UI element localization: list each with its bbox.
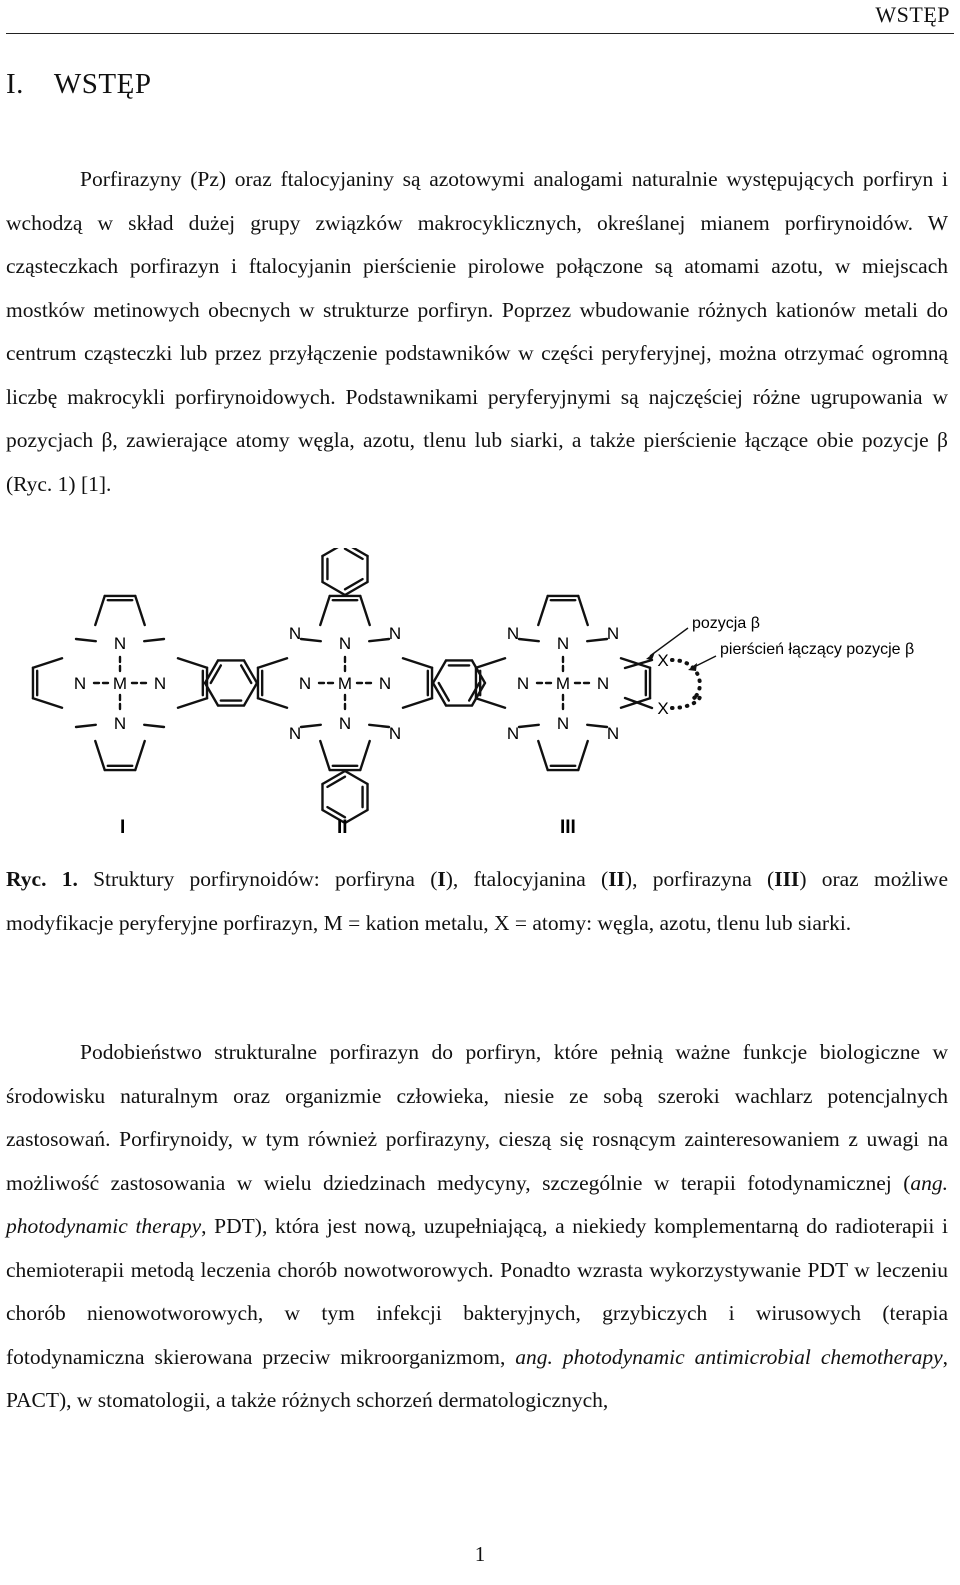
paragraph-2 <box>6 1031 948 1423</box>
bond <box>178 698 207 707</box>
bond <box>519 725 539 727</box>
atom-n: N <box>288 724 302 743</box>
header-rule <box>6 33 954 34</box>
paragraph-2-italic-1: ang. photodynamic therapy <box>6 1170 948 1238</box>
atom-n: N <box>556 714 570 733</box>
bond <box>360 741 369 770</box>
bond <box>587 725 607 727</box>
atom-n: N <box>378 674 392 693</box>
bond <box>301 725 321 727</box>
figure-1 <box>0 548 960 848</box>
atom-n: N <box>113 634 127 653</box>
bond <box>476 698 505 707</box>
chapter-title <box>6 68 151 101</box>
bond <box>360 596 369 625</box>
atom-n: N <box>556 634 570 653</box>
bond <box>538 596 547 625</box>
caption-bold-1: I <box>437 867 446 891</box>
bond <box>258 698 287 707</box>
bond <box>144 639 164 641</box>
atom-n: N <box>596 674 610 693</box>
bond <box>322 548 345 556</box>
atom-n: N <box>338 634 352 653</box>
chapter-title-text: WSTĘP <box>53 68 152 100</box>
bond <box>135 741 144 770</box>
bond <box>345 810 368 823</box>
label-porphyrin: I <box>120 817 126 838</box>
bond <box>320 596 329 625</box>
running-head: WSTĘP <box>875 2 950 27</box>
atom-n: N <box>338 714 352 733</box>
atom-n: N <box>298 674 312 693</box>
chapter-number: I. <box>6 68 24 100</box>
bond <box>322 582 345 595</box>
atom-n: N <box>606 724 620 743</box>
bond <box>578 741 587 770</box>
bond <box>33 698 62 707</box>
bond <box>472 660 485 683</box>
bond <box>33 658 62 667</box>
paragraph-2-italic-2: ang. photodynamic antimicrobial chemotherapy <box>515 1344 943 1369</box>
bond <box>76 725 96 727</box>
bond <box>95 596 104 625</box>
caption-bold-2: II <box>608 867 625 891</box>
page-number: 1 <box>474 1542 486 1566</box>
bond <box>76 639 96 641</box>
bond <box>369 725 389 727</box>
bond <box>587 639 607 641</box>
caption-text-2: ), ftalocyjanina ( <box>445 867 609 891</box>
figure-caption <box>6 858 948 945</box>
atom-n: N <box>606 624 620 643</box>
atom-n: N <box>388 624 402 643</box>
annotation-ring: pierścień łączący pozycje β <box>720 641 915 658</box>
bond <box>95 741 104 770</box>
bond <box>144 725 164 727</box>
annotation-position: pozycja β <box>692 615 760 632</box>
paragraph-1 <box>6 158 948 506</box>
caption-label: Ryc. 1. <box>6 867 78 891</box>
label-phthalocyanine: II <box>337 817 348 838</box>
paragraph-2-text-2: , PDT), która jest nową, uzupełniającą, a niekiedy komplementarną do radioterapii i chemioterapii metodą leczenia chorób nowotworowych. Ponadto wzrasta wykorzystywanie PDT w leczeniu chorób nienowotworowych, w tym infekcji bakteryjnych, grzybiczych i wirusowych (terapia fotodynamiczna skierowana przeciw mikroorganizmom, <box>6 1214 948 1369</box>
bond <box>178 658 207 667</box>
caption-text-4: ) oraz możliwe modyfikacje peryferyjne porfirazyn, M = kation metalu, X = atomy: węgla, azotu, tlenu lub siarki. <box>6 867 948 935</box>
caption-text-1: Struktury porfirynoidów: porfiryna ( <box>77 867 438 891</box>
bond <box>345 771 368 784</box>
bond <box>244 683 257 706</box>
paragraph-2-text-1: Podobieństwo strukturalne porfirazyn do porfiryn, które pełnią ważne funkcje biologiczne w środowisku naturalnym oraz organizmie człowieka, niesie ze sobą szeroki wachlarz potencjalnych zastosowań. Porfirynoidy, w tym również porfirazyny, cieszą się rosnącym zainteresowaniem z uwagi na możliwość zastosowania w wielu dziedzinach medycyny, szczególnie w terapii fotodynamicznej ( <box>6 1040 948 1195</box>
figure-structures <box>0 548 960 848</box>
atom-x: X <box>657 699 669 718</box>
atom-n: N <box>516 674 530 693</box>
atom-n: N <box>153 674 167 693</box>
paragraph-2-text-3: , PACT), w stomatologii, a także różnych schorzeń dermatologicznych, <box>6 1344 948 1412</box>
atom-m: M <box>555 674 571 693</box>
atom-n: N <box>506 724 520 743</box>
atom-m: M <box>112 674 128 693</box>
arrowhead-ring <box>688 663 697 671</box>
bond <box>538 741 547 770</box>
atom-n: N <box>506 624 520 643</box>
bond <box>433 660 446 683</box>
label-porphyrazine: III <box>560 817 576 838</box>
bond <box>476 658 505 667</box>
arrowhead-position <box>646 652 655 660</box>
atom-n: N <box>388 724 402 743</box>
bond <box>320 741 329 770</box>
atom-n: N <box>113 714 127 733</box>
atom-m: M <box>337 674 353 693</box>
caption-text-3: ), porfirazyna ( <box>624 867 775 891</box>
caption-bold-3: III <box>774 867 800 891</box>
bond <box>578 596 587 625</box>
paragraph-1-text: Porfirazyny (Pz) oraz ftalocyjaniny są azotowymi analogami naturalnie występujących porfiryn i wchodzą w skład dużej grupy związków makrocyklicznych, określanej mianem porfirynoidów. W cząsteczkach porfirazyn i ftalocyjanin pierścienie pirolowe połączone są atomami azotu, w miejscach mostków metinowych obecnych w strukturze porfiryn. Poprzez wbudowanie różnych kationów metali do centrum cząsteczki lub przez przyłączenie podstawników w części peryferyjnej, można otrzymać ogromną liczbę makrocykli porfirynoidowych. Podstawnikami peryferyjnymi są najczęściej różne ugrupowania w pozycjach β, zawierające atomy węgla, azotu, tlenu lub siarki, a także pierścienie łączące obie pozycje β (Ryc. 1) [1]. <box>6 167 948 496</box>
bond <box>301 639 321 641</box>
atom-x: X <box>657 651 669 670</box>
bond <box>135 596 144 625</box>
bond <box>403 658 432 667</box>
bond <box>403 698 432 707</box>
atom-n: N <box>73 674 87 693</box>
atom-n: N <box>288 624 302 643</box>
bond <box>258 658 287 667</box>
arrow-position <box>650 628 688 656</box>
bond <box>369 639 389 641</box>
bond <box>519 639 539 641</box>
